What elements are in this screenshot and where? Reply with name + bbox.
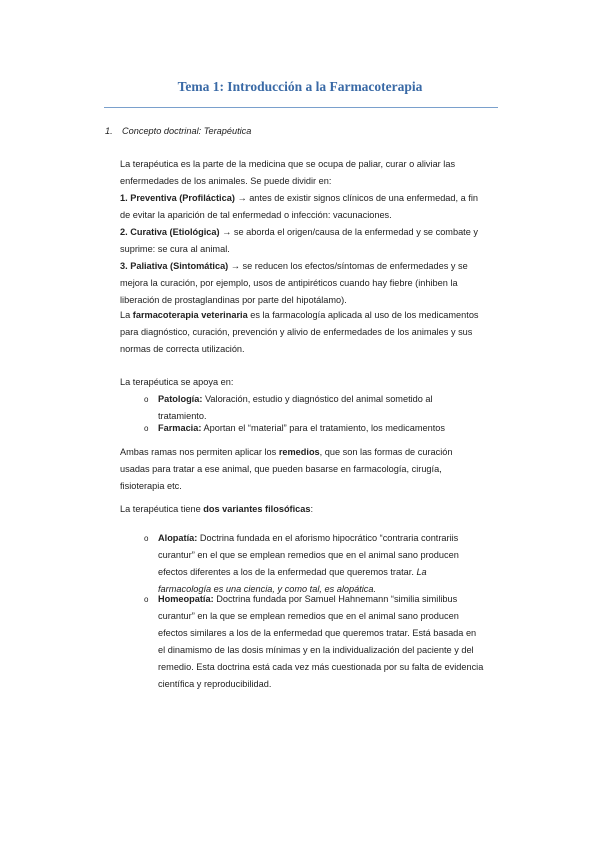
text-run: La terapéutica tiene bbox=[120, 504, 204, 514]
text-run: es la farmacología aplicada al uso de los medicamentos bbox=[247, 310, 479, 320]
item-text: → se aborda el origen/causa de la enfermedad y se combate y bbox=[219, 227, 478, 237]
term-farmacoterapia: farmacoterapia veterinaria bbox=[132, 310, 248, 320]
item-text: → se reducen los efectos/síntomas de enfermedades y se bbox=[228, 261, 468, 271]
text-run-italic: La bbox=[416, 567, 427, 577]
paragraph-line: efectos similares a los de la enfermedad que queremos tratar. Está basada en bbox=[158, 628, 477, 638]
paragraph-line: científica y reproducibilidad. bbox=[158, 679, 272, 689]
bullet-icon: o bbox=[144, 595, 149, 604]
bullet-homeopatia bbox=[158, 591, 483, 693]
paragraph-line: curantur” en el que se emplean remedios que en el animal sano producen bbox=[158, 550, 459, 560]
item-label: 2. Curativa (Etiológica) bbox=[120, 227, 220, 237]
intro-line: enfermedades de los animales. Se puede dividir en: bbox=[120, 176, 332, 186]
text-run: : bbox=[310, 504, 314, 514]
paragraph-line: para diagnóstico, curación, prevención y alivio de enfermedades de los animales y sus bbox=[120, 327, 473, 337]
page-title: Tema 1: Introducción a la Farmacoterapia bbox=[177, 79, 423, 94]
bullet-alopatia bbox=[158, 530, 459, 598]
term-patologia: Patología: bbox=[158, 394, 203, 404]
paragraph-line: el dinamismo de las dosis mínimas y en la individualización del paciente y del bbox=[158, 645, 474, 655]
paragraph-line: usadas para tratar a ese animal, que pueden basarse en farmacología, cirugía, bbox=[120, 464, 442, 474]
bullet-icon: o bbox=[144, 395, 149, 404]
paragraph-line bbox=[120, 307, 479, 324]
paragraph-line-italic: farmacología es una ciencia, y como tal, es alopática. bbox=[158, 584, 377, 594]
intro-line: suprime: se cura al animal. bbox=[120, 244, 230, 254]
item-text: → antes de existir signos clínicos de una enfermedad, a fin bbox=[234, 193, 478, 203]
paragraph-line: remedio. Esta doctrina está cada vez más cuestionada por su falta de evidencia bbox=[158, 662, 484, 672]
item-label: 1. Preventiva (Profiláctica) bbox=[120, 193, 235, 203]
list-item-paliativa bbox=[120, 258, 478, 275]
ramas-paragraph bbox=[120, 444, 452, 495]
text-run: Aportan el “material” para el tratamiento, los medicamentos bbox=[201, 423, 446, 433]
item-label: 3. Paliativa (Sintomática) bbox=[120, 261, 229, 271]
list-item-curativa bbox=[120, 224, 478, 241]
section-heading: Concepto doctrinal: Terapéutica bbox=[122, 126, 252, 136]
text-run: efectos diferentes a los de la enfermedad que queremos tratar. bbox=[158, 567, 417, 577]
farmacoterapia-paragraph bbox=[120, 307, 479, 358]
paragraph-line: normas de correcta utilización. bbox=[120, 344, 245, 354]
term-remedios: remedios bbox=[278, 447, 320, 457]
title-divider bbox=[104, 107, 498, 108]
bullet-farmacia bbox=[158, 420, 445, 437]
paragraph-line: curantur” en la que se emplean remedios que en el animal sano producen bbox=[158, 611, 459, 621]
term-variantes: dos variantes filosóficas bbox=[203, 504, 311, 514]
text-run: Valoración, estudio y diagnóstico del animal sometido al bbox=[202, 394, 433, 404]
term-farmacia: Farmacia: bbox=[158, 423, 202, 433]
intro-paragraph bbox=[120, 156, 478, 309]
paragraph-line: tratamiento. bbox=[158, 411, 207, 421]
text-run: Doctrina fundada en el aforismo hipocrático “contraria contrariis bbox=[197, 533, 459, 543]
text-run: Doctrina fundada por Samuel Hahnemann “similia similibus bbox=[213, 594, 458, 604]
term-homeopatia: Homeopatía: bbox=[158, 594, 214, 604]
variantes-intro bbox=[120, 501, 313, 518]
text-run: La bbox=[120, 310, 133, 320]
intro-line: La terapéutica es la parte de la medicina que se ocupa de paliar, curar o aliviar las bbox=[120, 159, 456, 169]
intro-line: de evitar la aparición de tal enfermedad o infección: vacunaciones. bbox=[120, 210, 392, 220]
intro-line: mejora la curación, por ejemplo, usos de antipiréticos cuando hay fiebre (inhiben la bbox=[120, 278, 458, 288]
intro-line: liberación de prostaglandinas por parte del hipotálamo). bbox=[120, 295, 347, 305]
text-run: , que son las formas de curación bbox=[319, 447, 453, 457]
list-item-preventiva bbox=[120, 190, 478, 207]
bullet-icon: o bbox=[144, 534, 149, 543]
bullet-icon: o bbox=[144, 424, 149, 433]
apoya-intro: La terapéutica se apoya en: bbox=[120, 377, 234, 387]
paragraph-line bbox=[158, 564, 459, 581]
text-run: Ambas ramas nos permiten aplicar los bbox=[120, 447, 279, 457]
term-alopatia: Alopatía: bbox=[158, 533, 198, 543]
paragraph-line: fisioterapia etc. bbox=[120, 481, 182, 491]
section-number: 1. bbox=[105, 126, 113, 136]
